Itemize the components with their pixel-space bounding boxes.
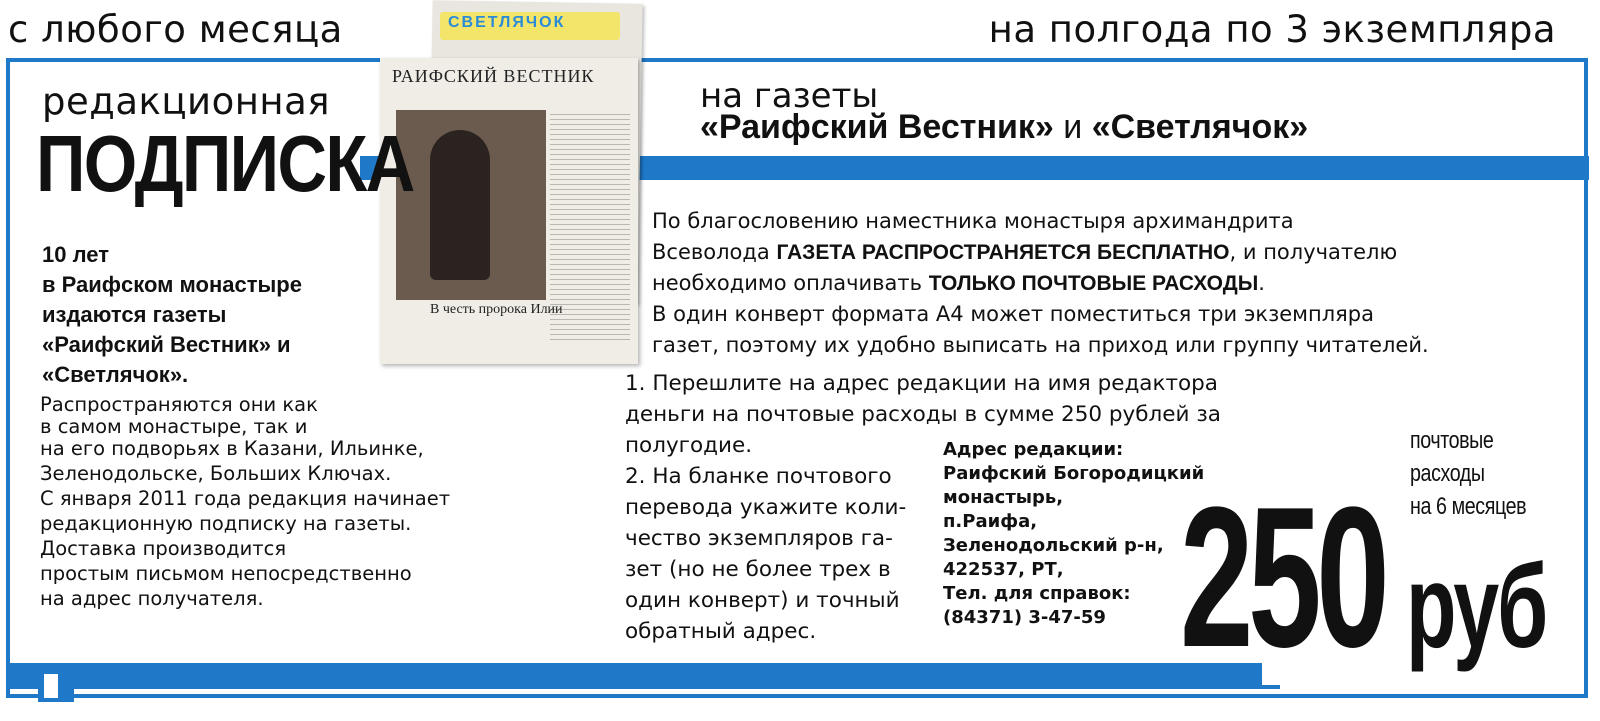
- paper-name-2: «Светлячок»: [1091, 108, 1309, 146]
- lead-line: «Светлячок».: [42, 362, 189, 387]
- blue-band-bottom: [10, 663, 1280, 689]
- intro-text: необходимо оплачивать: [652, 271, 929, 295]
- intro-emphasis: ГАЗЕТА РАСПРОСТРАНЯЕТСЯ БЕСПЛАТНО: [776, 241, 1230, 264]
- editorial-address: [943, 438, 1204, 630]
- note-line: почтовые: [1410, 427, 1494, 454]
- lead-line: «Раифский Вестник» и: [42, 332, 291, 357]
- step-line: обратный адрес.: [625, 619, 817, 644]
- step-line: чество экземпляров га-: [625, 526, 893, 551]
- step-line: зет (но не более трех в: [625, 557, 891, 582]
- address-line: Зеленодольский р-н,: [943, 535, 1164, 556]
- heading-big: ПОДПИСКА: [36, 119, 414, 208]
- body-line: С января 2011 года редакция начинает: [40, 487, 451, 510]
- step-line: деньги на почтовые расходы в сумме 250 рублей за: [625, 402, 1221, 427]
- step-line: 1. Перешлите на адрес редакции на имя редактора: [625, 371, 1218, 396]
- intro-line: В один конверт формата А4 может поместиться три экземпляра: [652, 302, 1374, 326]
- address-line: монастырь,: [943, 487, 1064, 508]
- left-body-text: [40, 392, 450, 611]
- body-line: редакционную подписку на газеты.: [40, 512, 412, 535]
- address-line: (84371) 3-47-59: [943, 607, 1106, 628]
- newspaper-photo-figure: [430, 130, 490, 280]
- paper-name-1: «Раифский Вестник»: [700, 108, 1054, 146]
- intro-emphasis: ТОЛЬКО ПОЧТОВЫЕ РАСХОДЫ: [928, 272, 1259, 295]
- price-currency: руб: [1406, 541, 1547, 673]
- body-line: на адрес получателя.: [40, 587, 264, 610]
- price-amount: 250: [1180, 466, 1385, 689]
- intro-paragraph: [652, 206, 1429, 361]
- lead-line: издаются газеты: [42, 302, 227, 327]
- address-line: 422537, РТ,: [943, 559, 1064, 580]
- body-line: простым письмом непосредственно: [40, 562, 412, 585]
- address-line: Тел. для справок:: [943, 583, 1131, 604]
- postal-costs-note: [1410, 424, 1526, 523]
- paper-conjunction: и: [1053, 108, 1092, 146]
- step-line: один конверт) и точный: [625, 588, 900, 613]
- body-line: на его подворьях в Казани, Ильинке,: [40, 437, 424, 460]
- body-line: Зеленодольске, Больших Ключах.: [40, 462, 392, 485]
- body-line: в самом монастыре, так и: [40, 415, 308, 438]
- intro-text: , и получателю: [1229, 240, 1398, 264]
- intro-text: .: [1258, 271, 1265, 295]
- address-line: Адрес редакции:: [943, 439, 1124, 460]
- newspaper-front-title: РАИФСКИЙ ВЕСТНИК: [392, 66, 595, 86]
- body-line: Доставка производится: [40, 537, 287, 560]
- intro-line: По благословению наместника монастыря архимандрита: [652, 209, 1294, 233]
- newspaper-back-title: СВЕТЛЯЧОК: [448, 14, 566, 31]
- lead-line: 10 лет: [42, 242, 109, 267]
- body-line: Распространяются они как: [40, 393, 318, 416]
- note-line: расходы: [1410, 460, 1485, 487]
- address-line: Раифский Богородицкий: [943, 463, 1205, 484]
- note-line: на 6 месяцев: [1410, 493, 1527, 520]
- right-heading-papers: [700, 108, 1308, 147]
- heading-small: редакционная: [42, 80, 331, 123]
- corner-bracket: [38, 668, 64, 698]
- right-heading-line1: на газеты: [700, 76, 879, 116]
- intro-line: газет, поэтому их удобно выписать на приход или группу читателей.: [652, 333, 1429, 357]
- address-line: п.Раифа,: [943, 511, 1038, 532]
- lead-line: в Раифском монастыре: [42, 272, 302, 297]
- intro-text: Всеволода: [652, 240, 777, 264]
- lead-paragraph: [42, 240, 302, 390]
- step-line: полугодие.: [625, 433, 753, 458]
- newspaper-caption: В честь пророка Илии: [430, 302, 563, 317]
- intro-line: [652, 268, 1429, 299]
- intro-line: [652, 237, 1429, 268]
- top-right-text: на полгода по 3 экземпляра: [988, 8, 1556, 51]
- step-line: 2. На бланке почтового: [625, 464, 892, 489]
- top-left-text: с любого месяца: [8, 8, 343, 51]
- step-line: перевода укажите коли-: [625, 495, 907, 520]
